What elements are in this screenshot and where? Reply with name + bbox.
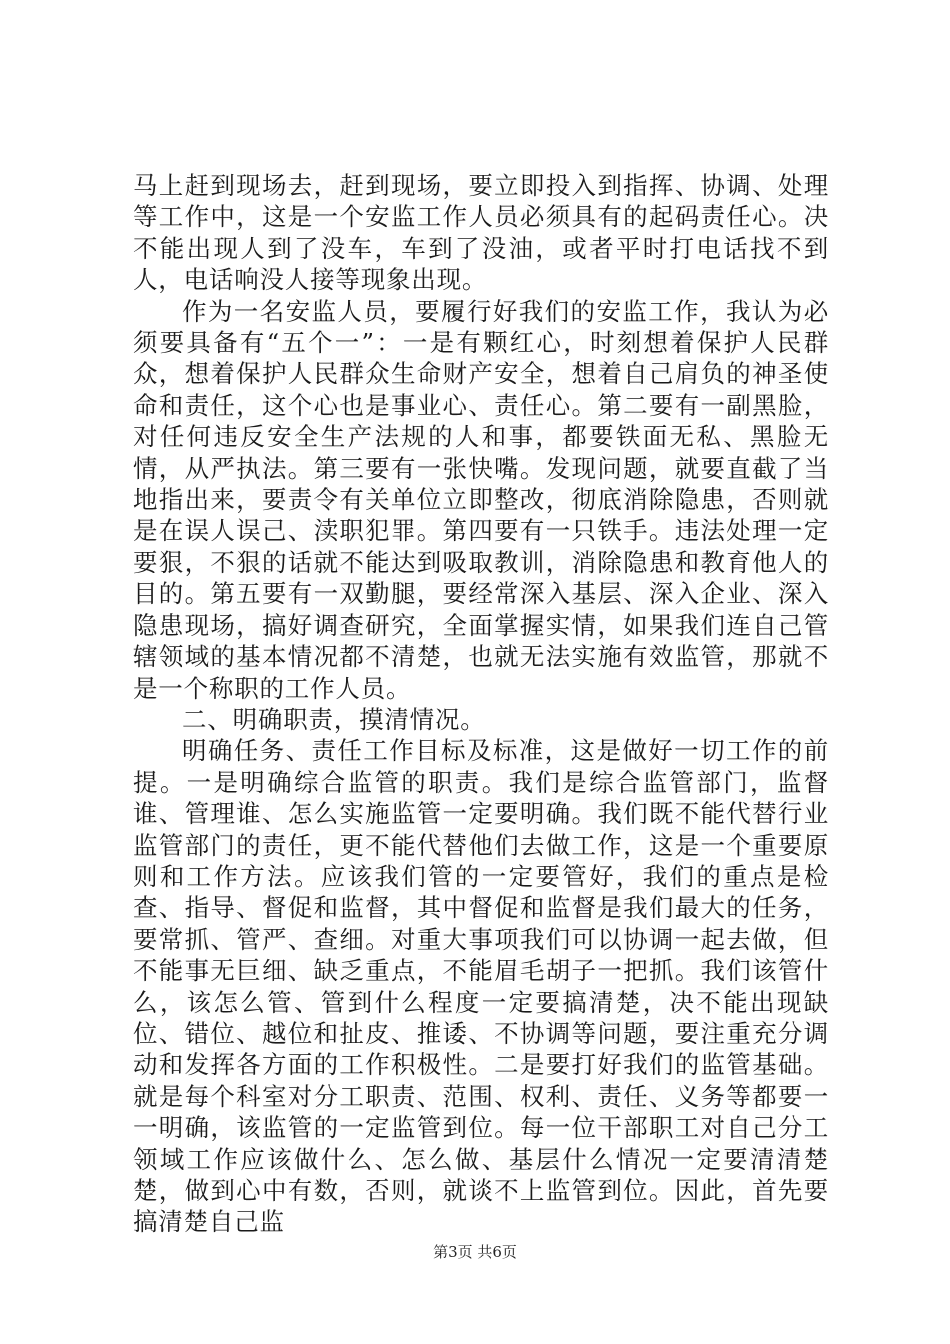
paragraph-continuation: 马上赶到现场去，赶到现场，要立即投入到指挥、协调、处理等工作中，这是一个安监工作人员必须具有的起码责任心。决不能出现人到了没车，车到了没油，或者平时打电话找不到人，电话响没人接等现象出现。	[133, 171, 829, 295]
document-body	[133, 170, 829, 1238]
paragraph-five-ones: 作为一名安监人员，要履行好我们的安监工作，我认为必须要具备有“五个一”：一是有颗红心，时刻想着保护人民群众，想着保护人民群众生命财产安全，想着自己肩负的神圣使命和责任，这个心也是事业心、责任心。第二要有一副黑脸，对任何违反安全生产法规的人和事，都要铁面无私、黑脸无情，从严执法。第三要有一张快嘴。发现问题，就要直截了当地指出来，要责令有关单位立即整改，彻底消除隐患，否则就是在误人误己、渎职犯罪。第四要有一只铁手。违法处理一定要狠，不狠的话就不能达到吸取教训，消除隐患和教育他人的目的。第五要有一双勤腿，要经常深入基层、深入企业、深入隐患现场，搞好调查研究，全面掌握实情，如果我们连自己管辖领域的基本情况都不清楚，也就无法实施有效监管，那就不是一个称职的工作人员。	[133, 296, 829, 703]
section-heading: 二、明确职责，摸清情况。	[182, 704, 486, 734]
page-footer: 第3页 共6页	[433, 1243, 517, 1261]
paragraph-responsibilities: 明确任务、责任工作目标及标准，这是做好一切工作的前提。一是明确综合监管的职责。我们是综合监管部门，监督谁、管理谁、怎么实施监管一定要明确。我们既不能代替行业监管部门的责任，更不能代替他们去做工作，这是一个重要原则和工作方法。应该我们管的一定要管好，我们的重点是检查、指导、督促和监督，其中督促和监督是我们最大的任务，要常抓、管严、查细。对重大事项我们可以协调一起去做，但不能事无巨细、缺乏重点，不能眉毛胡子一把抓。我们该管什么，该怎么管、管到什么程度一定要搞清楚，决不能出现缺位、错位、越位和扯皮、推诿、不协调等问题，要注重充分调动和发挥各方面的工作积极性。二是要打好我们的监管基础。就是每个科室对分工职责、范围、权利、责任、义务等都要一一明确，该监管的一定监管到位。每一位干部职工对自己分工领域工作应该做什么、怎么做、基层什么情况一定要清清楚楚，做到心中有数，否则，就谈不上监管到位。因此，首先要搞清楚自己监	[133, 736, 829, 1237]
